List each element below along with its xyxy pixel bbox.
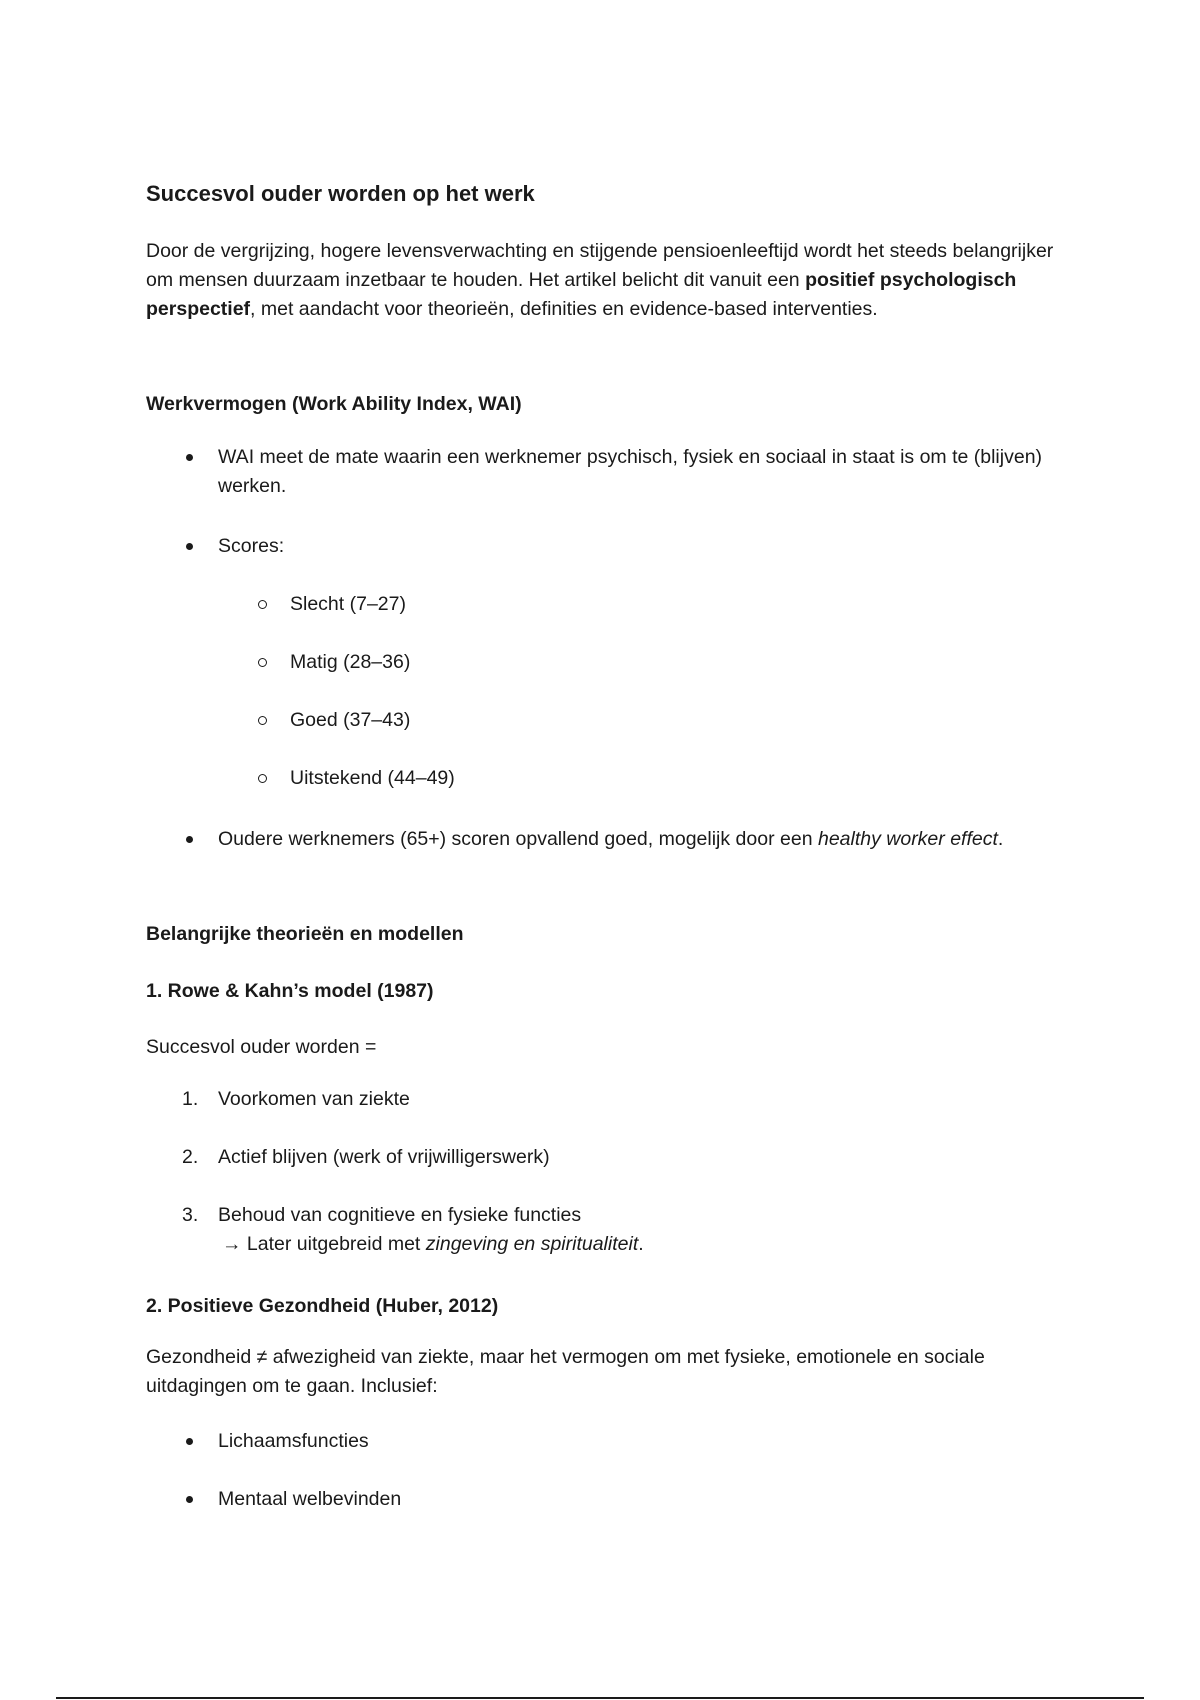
intro-text-after: , met aandacht voor theorieën, definities en evidence-based interventies. [250,298,878,320]
intro-bold-phrase: positief psychologisch perspectief [146,269,1017,320]
item-number: 2. [182,1146,199,1168]
intro-paragraph [146,237,1066,324]
numbered-item-2: 2. Actief blijven (werk of vrijwilligerswerk) [218,1143,1068,1172]
wai-bullet-definition: WAI meet de mate waarin een werknemer psychisch, fysiek en sociaal in staat is om te (blijven) werken. [218,446,1043,497]
page-bottom-rule [56,1697,1144,1699]
huber-heading: 2. Positieve Gezondheid (Huber, 2012) [146,1295,499,1317]
wai-heading: Werkvermogen (Work Ability Index, WAI) [146,393,522,415]
theories-heading: Belangrijke theorieën en modellen [146,923,464,945]
score-item-goed: Goed (37–43) [290,709,411,731]
item-number: 3. [182,1204,199,1226]
extension-note: → Later uitgebreid met zingeving en spiritualiteit. [222,1233,644,1255]
rowe-kahn-heading: 1. Rowe & Kahn’s model (1987) [146,980,434,1002]
score-item-uitstekend: Uitstekend (44–49) [290,767,455,789]
numbered-item-1: 1. Voorkomen van ziekte [218,1085,1068,1114]
wai-bullet-older-workers: Oudere werknemers (65+) scoren opvallend goed, mogelijk door een healthy worker effect. [218,828,1004,850]
huber-item-mentaal-welbevinden: Mentaal welbevinden [218,1488,402,1510]
score-item-slecht: Slecht (7–27) [290,593,406,615]
huber-item-lichaamsfuncties: Lichaamsfuncties [218,1430,369,1452]
huber-paragraph: Gezondheid ≠ afwezigheid van ziekte, maar het vermogen om met fysieke, emotionele en sociale uitdagingen om te gaan. Inclusief: [146,1346,985,1397]
wai-bullet-scores: Scores: [218,535,285,557]
score-item-matig: Matig (28–36) [290,651,411,673]
intro-text-before: Door de vergrijzing, hogere levensverwachting en stijgende pensioenleeftijd wordt het steeds belangrijker om mensen duurzaam inzetbaar te houden. Het artikel belicht dit vanuit een [146,240,1054,291]
numbered-item-3: 3. Behoud van cognitieve en fysieke functies → Later uitgebreid met zingeving en spiritualiteit. [218,1201,1068,1259]
item-number: 1. [182,1088,199,1110]
rowe-kahn-intro: Succesvol ouder worden = [146,1036,377,1058]
document-title: Succesvol ouder worden op het werk [146,181,535,206]
